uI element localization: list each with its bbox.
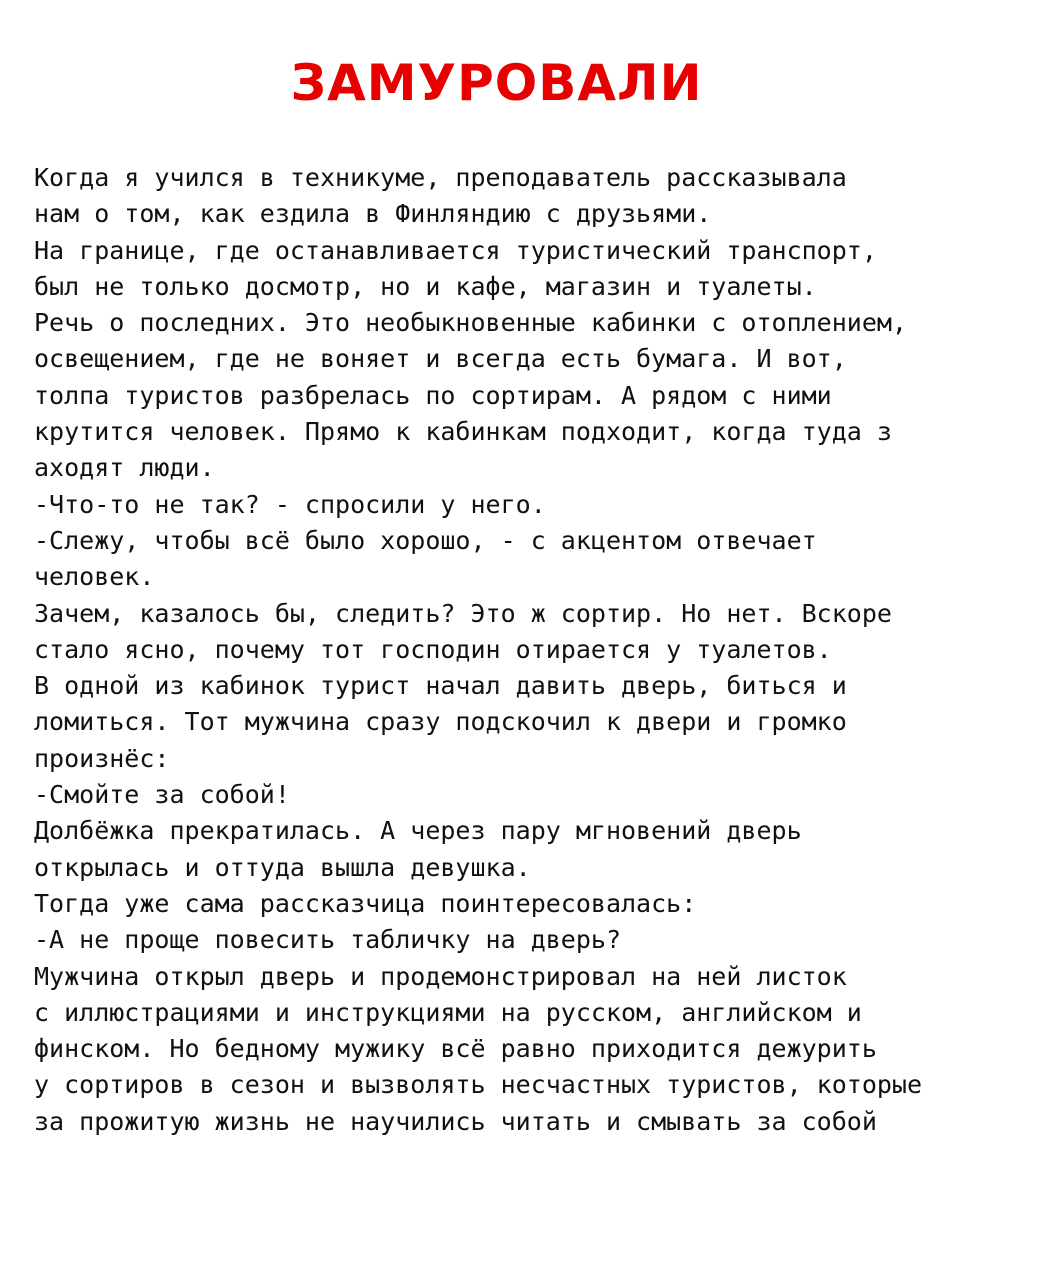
text-line: Долбёжка прекратилась. А через пару мгновений дверь (34, 816, 802, 846)
text-line: -Слежу, чтобы всё было хорошо, - с акцентом отвечает (34, 525, 817, 555)
text-line: Тогда уже сама рассказчица поинтересовалась: (34, 888, 697, 918)
text-line: толпа туристов разбрелась по сортирам. А рядом с ними (34, 380, 832, 410)
page-title: ЗАМУРОВАЛИ (290, 54, 703, 112)
text-line: -А не проще повесить табличку на дверь? (34, 925, 621, 955)
text-line: ломиться. Тот мужчина сразу подскочил к двери и громко (34, 707, 847, 737)
text-line: за прожитую жизнь не научились читать и смывать за собой (34, 1106, 877, 1136)
text-line: открылась и оттуда вышла девушка. (34, 852, 531, 882)
text-line: финском. Но бедному мужику всё равно приходится дежурить (34, 1034, 877, 1064)
text-line: человек. (34, 562, 155, 592)
text-line: -Смойте за собой! (34, 780, 290, 810)
text-line: Речь о последних. Это необыкновенные кабинки с отоплением, (34, 308, 907, 338)
text-line: В одной из кабинок турист начал давить дверь, биться и (34, 671, 847, 701)
text-line: Когда я учился в техникуме, преподаватель рассказывала (34, 163, 847, 192)
text-line: освещением, где не воняет и всегда есть бумага. И вот, (34, 344, 847, 374)
text-line: с иллюстрациями и инструкциями на русском, английском и (34, 997, 862, 1027)
story-text (34, 160, 1054, 1140)
text-line: у сортиров в сезон и вызволять несчастных туристов, которые (34, 1070, 923, 1100)
text-line: Мужчина открыл дверь и продемонстрировал на ней листок (34, 961, 847, 991)
text-line: стало ясно, почему тот господин отирается у туалетов. (34, 634, 832, 664)
text-line: нам о том, как ездила в Финляндию с друзьями. (34, 199, 712, 229)
text-line: На границе, где останавливается туристический транспорт, (34, 235, 877, 265)
text-line: -Что-то не так? - спросили у него. (34, 489, 546, 519)
text-line: был не только досмотр, но и кафе, магазин и туалеты. (34, 271, 817, 301)
text-line: крутится человек. Прямо к кабинкам подходит, когда туда з (34, 417, 892, 447)
text-line: произнёс: (34, 743, 170, 773)
text-line: аходят люди. (34, 453, 215, 483)
text-line: Зачем, казалось бы, следить? Это ж сортир. Но нет. Вскоре (34, 598, 892, 628)
